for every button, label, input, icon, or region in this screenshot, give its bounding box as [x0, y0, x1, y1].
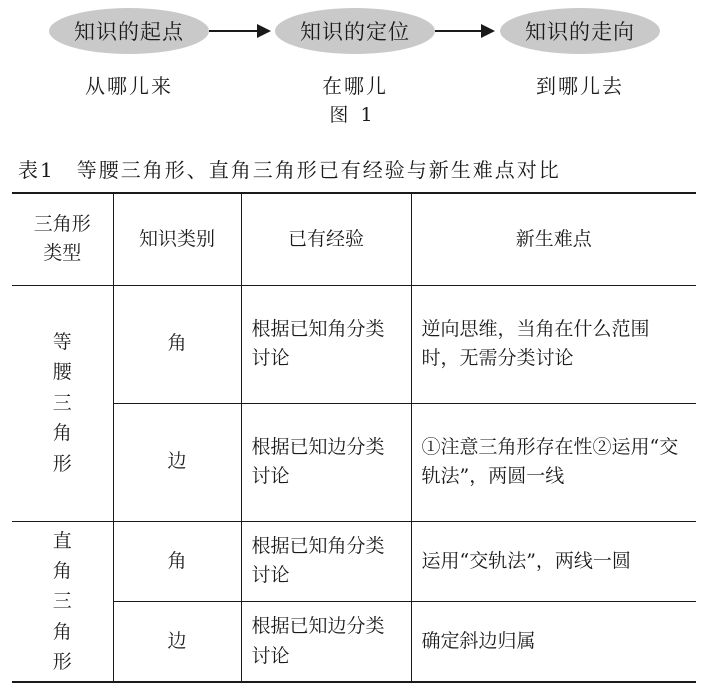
comparison-table [12, 192, 696, 683]
header-knowledge-category: 知识类别 [113, 193, 241, 285]
group-type-right: 直角三角形 [12, 521, 113, 682]
header-difficulty: 新生难点 [411, 193, 696, 285]
cell-difficulty: 逆向思维，当角在什么范围时，无需分类讨论 [411, 285, 696, 403]
flow-node-position: 知识的定位 [275, 8, 435, 54]
cell-difficulty: ①注意三角形存在性②运用“交轨法”，两圆一线 [411, 403, 696, 521]
arrow-right-icon [435, 30, 493, 32]
cell-category: 边 [113, 403, 241, 521]
cell-category: 角 [113, 521, 241, 602]
table-row [12, 602, 696, 683]
flow-sub-direction: 到哪儿去 [536, 74, 624, 98]
flow-node-direction: 知识的走向 [500, 8, 660, 54]
cell-experience: 根据已知边分类讨论 [241, 602, 411, 683]
flow-sub-origin: 从哪儿来 [85, 74, 173, 98]
flow-node-origin: 知识的起点 [49, 8, 209, 54]
table-row [12, 403, 696, 521]
arrow-right-icon [209, 30, 269, 32]
header-experience: 已有经验 [241, 193, 411, 285]
cell-experience: 根据已知角分类讨论 [241, 285, 411, 403]
header-triangle-type: 三角形类型 [12, 193, 113, 285]
table-row [12, 285, 696, 403]
table-caption: 表1 等腰三角形、直角三角形已有经验与新生难点对比 [18, 158, 561, 182]
flow-sub-position: 在哪儿 [322, 74, 388, 98]
cell-category: 边 [113, 602, 241, 683]
cell-difficulty: 确定斜边归属 [411, 602, 696, 683]
figure-caption: 图 1 [329, 104, 376, 126]
cell-experience: 根据已知角分类讨论 [241, 521, 411, 602]
cell-difficulty: 运用“交轨法”，两线一圆 [411, 521, 696, 602]
group-type-isosceles: 等腰三角形 [12, 285, 113, 521]
table-row [12, 521, 696, 602]
table-header-row [12, 193, 696, 285]
cell-experience: 根据已知边分类讨论 [241, 403, 411, 521]
cell-category: 角 [113, 285, 241, 403]
